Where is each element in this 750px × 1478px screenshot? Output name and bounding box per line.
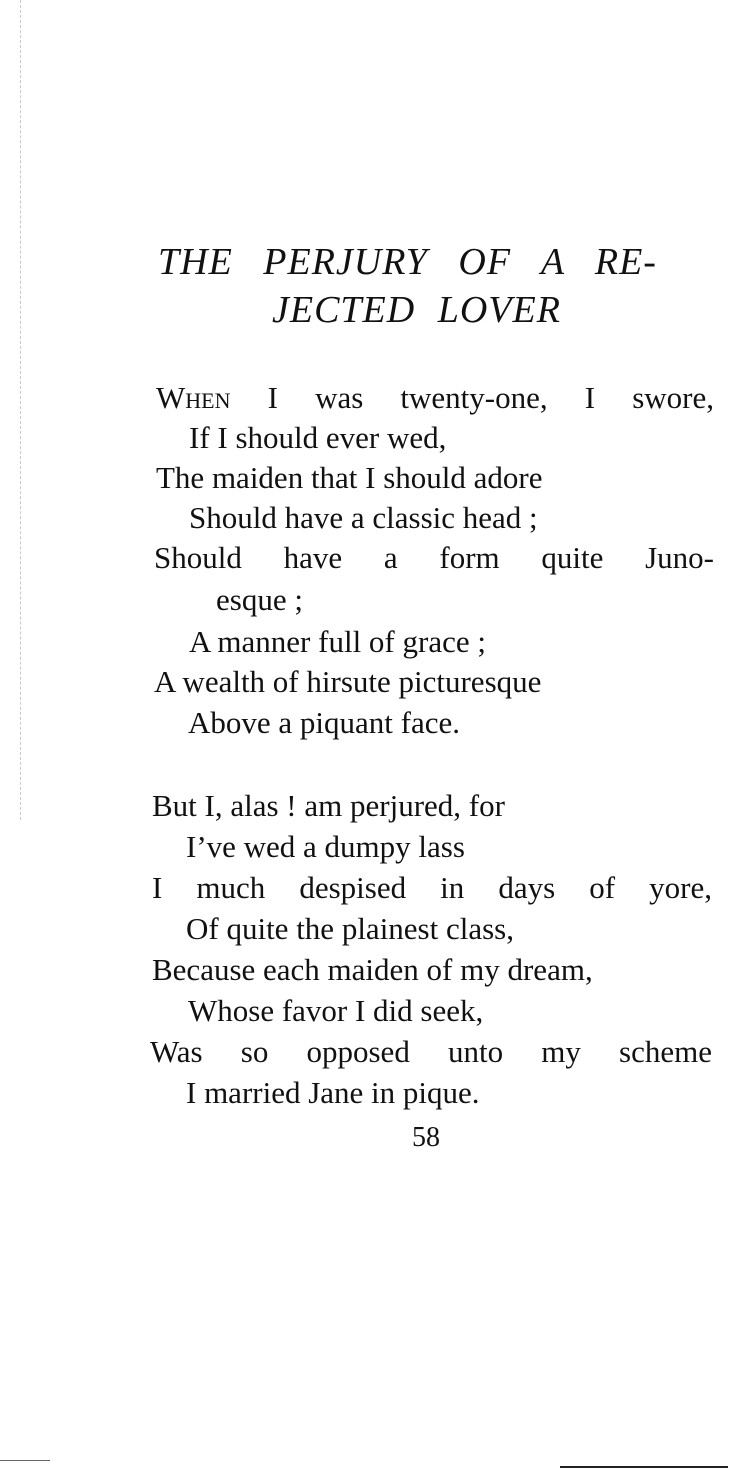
stanza1-line4: Should have a classic head ;: [189, 500, 538, 535]
stanza2-line4: Of quite the plainest class,: [186, 911, 514, 946]
stanza2-line8: I married Jane in pique.: [186, 1075, 480, 1110]
stanza1-line2: If I should ever wed,: [189, 420, 447, 455]
poem-title-line-2: JECTED LOVER: [272, 289, 561, 331]
stanza1-line9: Above a piquant face.: [188, 705, 460, 740]
stanza1-line7: A manner full of grace ;: [189, 624, 486, 659]
stanza2-line7: Was so opposed unto my scheme: [150, 1034, 712, 1069]
stanza1-line1: [156, 378, 714, 418]
stanza1-line6: esque ;: [216, 582, 303, 617]
stanza1-line8: A wealth of hirsute picturesque: [154, 664, 542, 699]
page-number: 58: [412, 1122, 440, 1153]
stanza1-line1-rest: I was twenty-one, I swore,: [230, 380, 714, 415]
stanza2-line2: I’ve wed a dumpy lass: [186, 829, 465, 864]
bottom-left-mark: [0, 1460, 50, 1461]
poem-title-line-1: THE PERJURY OF A RE-: [158, 241, 657, 283]
stanza2-line1: But I, alas ! am perjured, for: [152, 788, 505, 823]
stanza1-first-word: When: [156, 380, 231, 415]
page-edge-marks: [20, 0, 21, 820]
stanza1-line3: The maiden that I should adore: [156, 460, 543, 495]
stanza2-line6: Whose favor I did seek,: [188, 993, 484, 1028]
stanza1-line5: Should have a form quite Juno-: [154, 540, 714, 575]
bottom-right-rule: [560, 1466, 728, 1468]
stanza2-line3: I much despised in days of yore,: [152, 870, 712, 905]
stanza2-line5: Because each maiden of my dream,: [152, 952, 593, 987]
